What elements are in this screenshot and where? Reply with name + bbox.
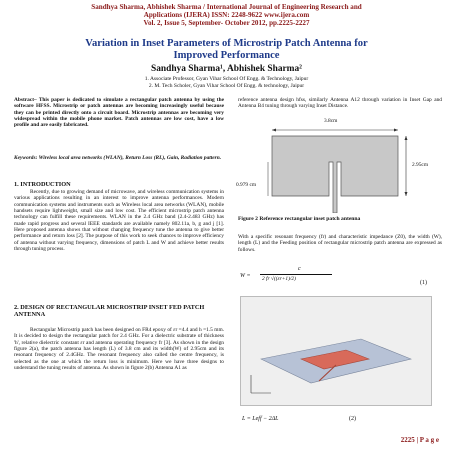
abstract-text: This paper is dedicated to simulate a rectangular patch antenna by using the software HFSS. Microstrip or patch antennas are becoming increasingly useful because they can be printed directly onto a circuit board. Microstrip antennas are becoming very widespread within the mobile phone market. Patch antennas are low cost, have a low profile and are easily fabricated. [14,97,224,129]
journal-header-line-2: Applications (IJERA) ISSN: 2248-9622 www.ijera.com [143,11,310,20]
figure-label-width: 2.95cm [412,162,429,168]
hfss-model-drawing [241,297,431,405]
keywords-label: Keywords: [14,155,38,161]
hfss-simulation-image [240,296,432,406]
arrow-up-icon [405,136,408,140]
equation-1-lhs: W = [240,273,251,279]
right-intro-text: reference antenna design hfss, similarly Antenna A12 through variation in Inset Gap and Antenna B4 tuning through varying Inset Distance. [238,97,442,110]
affiliation-1: 1. Associate Professor, Gyan Vihar School Of Engg. & Technology, Jaipur [144,76,309,82]
arrow-left-icon [272,129,276,132]
paper-title [10,38,443,61]
abstract-label: Abstract– [14,97,37,103]
section-1-heading: 1. INTRODUCTION [14,181,71,188]
equation-2-number: (2) [349,416,356,422]
patch-shape [272,136,398,213]
figure-label-inset: 0.979 cm [236,182,257,188]
right-body-text: With a specific resonant frequency (fr) and characteristic impedance (Z0), the width (W), length (L) and the Feeding position of rectangular microstrip patch antenna are expressed as follows. [238,234,442,253]
section-2-heading: 2. DESIGN OF RECTANGULAR MICROSTRIP INSET FED PATCH ANTENNA [14,304,205,318]
equation-1 [240,266,444,290]
journal-header-line-3: Vol. 2, Issue 5, September- October 2012, pp.2225-2227 [143,19,310,28]
page-footer: 2225 | P a g e [400,436,439,444]
equation-2 [242,416,442,422]
figure-label-length: 3.8cm [324,118,338,124]
section-2-text: Rectangular Microstrip patch has been designed on FR4 epoxy of εr =4.4 and h =1.5 mm. It is decided to design the rectangular patch for 2.4 GHz. For a dielectric substrate of thickness 'h', relative dielectric constant εr and antenna operating frequency fr [3]. As shown in the design figure 2(a), the patch antenna has length (L) of 3.8 cm and its width(W) of 2.95cm and its resonant frequency of 2.4GHz. The resonant frequency also called the centre frequency, is selected as the one at which the return loss is minimum. Here we have three designs to understand the tuning results of antenna. As shown in figure 2(b) Antenna A1 as [14,327,224,372]
paper-title-line-1: Variation in Inset Parameters of Microstrip Patch Antenna for [85,38,368,49]
equation-1-number: (1) [420,280,427,286]
arrow-right-icon [394,129,398,132]
authors: Sandhya Sharma¹, Abhishek Sharma² [151,64,302,74]
keywords-text: Wireless local area networks (WLAN), Return Loss (RL), Gain, Radiation pattern. [37,155,222,161]
equation-2-text: L = Leff − 2ΔL [242,416,279,422]
affiliation-2: 2. M. Tech Scholer, Gyan Vihar School Of Engg. & technology, Jaipur [148,83,305,89]
journal-header [0,3,453,28]
equation-1-denominator: 2 fr √((εr+1)/2) [262,276,296,282]
journal-header-line-1: Sandhya Sharma, Abhishek Sharma / International Journal of Engineering Research and [91,3,362,11]
figure-2 [236,118,445,213]
section-1-text: Recently, due to growing demand of microwave, and wireless communication systems in various applications resulting in an interest to improve antenna performances. Modern communication systems and instruments such as Wireless local area networks (WLAN), mobile handsets require lightweight, small size and low cost. The efficient microstrip patch antenna technology can fulfill these requirements. WLAN in the 2.4 GHz band (2.4-2.483 GHz) has made rapid progress and several IEEE standards are available namely 802.11a, b, g and j [1]. Here proposed antenna shows that without changing frequency tune the antenna to give better performance and return loss [2]. The purpose of this work to seek chances to improve efficiency of antenna without varying frequency, dimensions of patch L and W and achieve better results through tuning process. [14,189,224,253]
equation-1-numerator: c [298,266,301,272]
figure-2-caption: Figure 2 Reference rectangular inset patch antenna [238,216,361,222]
arrow-down-icon [405,192,408,196]
abstract [14,97,224,129]
paper-title-line-2: Improved Performance [173,49,280,61]
keywords [14,155,224,161]
equation-1-fraction-bar [260,274,332,275]
